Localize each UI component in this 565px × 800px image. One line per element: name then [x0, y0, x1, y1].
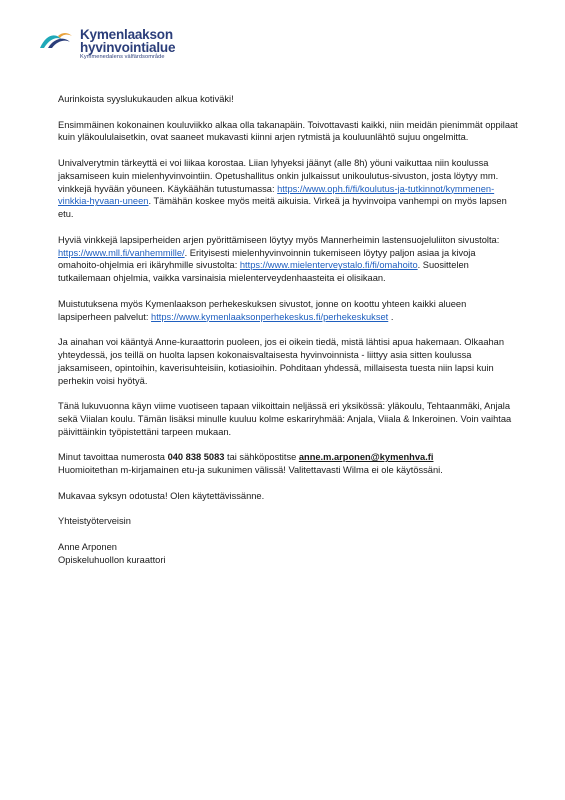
logo-line1: Kymenlaakson: [80, 27, 173, 42]
organization-logo: [38, 28, 238, 68]
mll-link[interactable]: https://www.mll.fi/vanhemmille/: [58, 247, 185, 258]
logo-subtitle: Kymmenedalens välfärdsområde: [80, 54, 165, 60]
contact-text-a: Minut tavoittaa numerosta: [58, 452, 168, 463]
paragraph-closing-wish: Mukavaa syksyn odotusta! Olen käytettävissänne.: [58, 490, 265, 501]
signature-title: Opiskeluhuollon kuraattori: [58, 554, 166, 565]
paragraph-tips-text-b: . Erityisesti mielenhyvinvoinnin tukemiseen löytyy paljon asiaa ja kivoja omahoito-ohjelmia eri ikäryhmille sivustolta:: [58, 247, 476, 271]
signature-block: [58, 515, 518, 566]
paragraph-school-week: Ensimmäinen kokonainen kouluviikko alkaa olla takanapäin. Toivottavasti kaikki, niin meidän pienimmät oppilaat kuin yläkoululaisetkin, ovat saaneet mukavasti kiinni arjen rytmistä ja kouluunlähtö sujuu ongelmitta.: [58, 119, 518, 143]
paragraph-contact: [58, 451, 518, 477]
phone-number: 040 838 5083: [167, 452, 225, 463]
logo-title: [80, 28, 175, 54]
paragraph-schedule: Tänä lukuvuonna käyn viime vuotiseen tapaan viikoittain neljässä eri yksikössä: yläkoulu, Tehtaanmäki, Anjala sekä Viialan koulu. Tämän lisäksi minulle kuuluu kolme eskariryhmää: Anjala, Viiala & Inkeroinen. Voin vaihtaa päivittäinkin työpistettäni tarpeen mukaan.: [58, 401, 512, 437]
letter-body: [58, 93, 518, 566]
paragraph-sleep: [58, 157, 518, 221]
oph-sleep-link[interactable]: https://www.oph.fi/fi/koulutus-ja-tutkinnot/kymmenen-vinkkia-hyvaan-uneen: [58, 183, 495, 207]
paragraph-sleep-text-a: Univalverytmin tärkeyttä ei voi liikaa korostaa. Liian lyhyeksi jäänyt (alle 8h) yöuni vaikuttaa niin koulussa jaksamiseen kuin mielenhyvinvointiin. Opetushallitus onkin julkaissut unikoulutus-sivuston, josta löytyy mm. vinkkejä hyvään yöuneen. Käykäähän tutustumassa:: [58, 157, 499, 194]
email-address[interactable]: anne.m.arponen@kymenhva.fi: [298, 452, 434, 463]
signature-name: Anne Arponen: [58, 541, 117, 552]
paragraph-family-center-text-b: .: [388, 311, 394, 322]
mielenterveystalo-link[interactable]: https://www.mielenterveystalo.fi/fi/omahoito: [239, 260, 418, 271]
greeting: Aurinkoista syyslukukauden alkua kotiväki!: [58, 94, 234, 104]
paragraph-tips-text-c: . Suosittelen tutkailemaan ohjelmia, vaikka varsinaisia mielenterveydenhaasteita ei olisikaan.: [58, 260, 469, 284]
logo-line2: hyvinvointialue: [80, 40, 176, 55]
paragraph-family-center-text-a: Muistutuksena myös Kymenlaakson perhekeskuksen sivustot, jonne on koottu yhteen kaikki alueen lapsiperheen palvelut:: [58, 298, 467, 322]
contact-text-b: tai sähköpostitse: [224, 452, 299, 463]
paragraph-family-center: [58, 298, 518, 324]
logo-wave-icon: [38, 30, 78, 52]
paragraph-tips: [58, 234, 518, 285]
perhekeskus-link[interactable]: https://www.kymenlaaksonperhekeskus.fi/perhekeskukset: [151, 311, 389, 322]
contact-text-c: Huomioitethan m-kirjamainen etu-ja sukunimen välissä! Valitettavasti Wilma ei ole käytössäni.: [58, 465, 443, 476]
paragraph-tips-text-a: Hyviä vinkkejä lapsiperheiden arjen pyörittämiseen löytyy myös Mannerheimin lastensuojeluliiton sivustolta:: [58, 234, 500, 245]
closing-phrase: Yhteistyöterveisin: [58, 516, 131, 527]
paragraph-counselor: Ja ainahan voi kääntyä Anne-kuraattorin puoleen, jos ei oikein tiedä, mistä lähtisi apua hakemaan. Olkaahan yhteydessä, jos teillä on huolta lapsen kokonaisvaltaisesta hyvinvoinnista - liittyy asia sitten koulussa jaksamiseen, opintoihin, kaverisuhteisiin, kotiasioihin. Pohditaan yhdessä, millaisesta tuesta niin lapsi kuin perhekin voisi hyötyä.: [58, 337, 505, 386]
paragraph-sleep-text-b: . Tämähän koskee myös meitä aikuisia. Virkeä ja hyvinvoipa vanhempi on myös lapsen etu.: [58, 196, 507, 220]
